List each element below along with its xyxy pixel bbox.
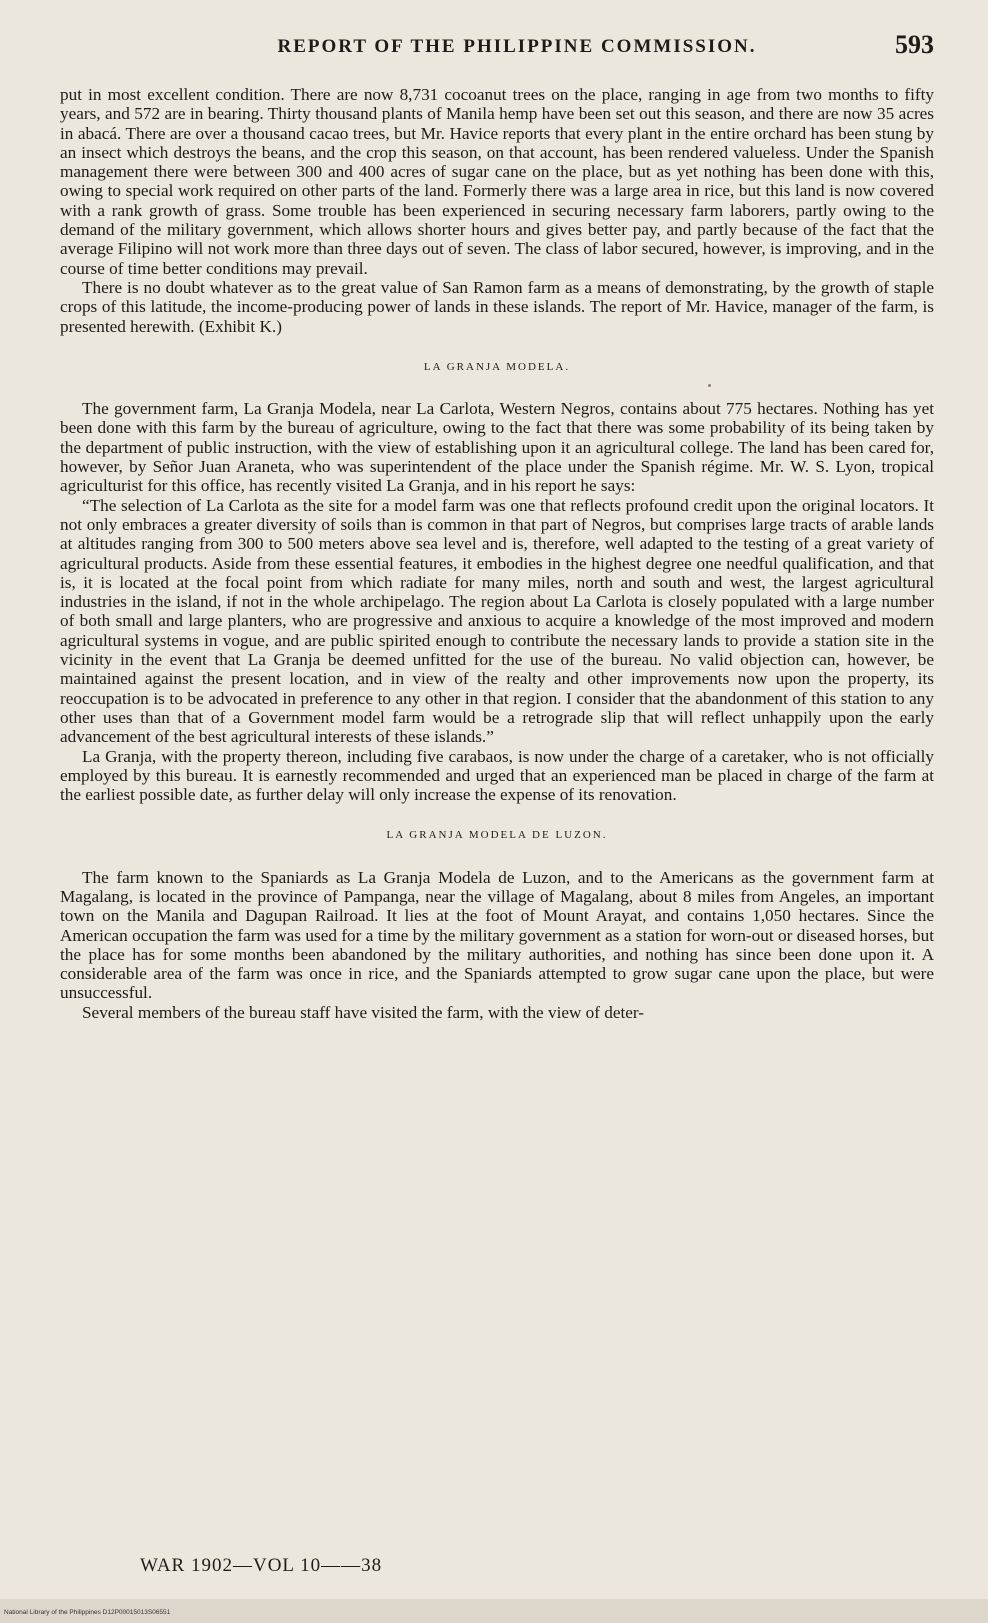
paragraph-magalang-farm: The farm known to the Spaniards as La Granja Modela de Luzon, and to the Americans as the government farm at Magalang, is located in the province of Pampanga, near the village of Magalang, about 8 miles from Angeles, an important town on the Manila and Dagupan Railroad. It lies at the foot of Mount Arayat, and contains 1,050 hectares. Since the American occupation the farm was used for a time by the military government as a station for worn-out or diseased horses, but the place has for some months been abandoned by the military authorities, and nothing has since been done upon it. A considerable area of the farm was once in rice, and the Spaniards attempted to grow sugar cane upon the place, but were unsuccessful. xyxy=(60,867,934,1003)
running-title: REPORT OF THE PHILIPPINE COMMISSION. xyxy=(277,36,757,57)
paragraph-lyon-quote: “The selection of La Carlota as the site for a model farm was one that reflects profound credit upon the original locators. It not only embraces a greater diversity of soils than is common in that part of Negros, but comprises large tracts of arable lands at altitudes ranging from 300 to 500 meters above sea level and is, therefore, well adapted to the testing of a great variety of agricultural products. Aside from these essential features, it embodies in the highest degree one needful qualification, and that is, it is located at the focal point from which radiate for many miles, north and south and west, the largest agricultural industries in the island, if not in the whole archipelago. The region about La Carlota is closely populated with a large number of both small and large planters, who are progressive and anxious to acquire a knowledge of the most improved and modern agricultural systems in vogue, and are public spirited enough to contribute the necessary lands to provide a station site in the vicinity in the event that La Granja be deemed unfitted for the use of the bureau. No valid objection can, however, be maintained against the present location, and in view of the realty and other improvements now upon the property, its reoccupation is to be advocated in preference to any other in that region. I consider that the abandonment of this station to any other uses than that of a Government model farm would be a retrograde slip that will reflect unhappily upon the early advancement of the best agricultural interests of these islands.” xyxy=(60,495,934,747)
paragraph-san-ramon: There is no doubt whatever as to the great value of San Ramon farm as a means of demonstrating, by the growth of staple crops of this latitude, the income-producing power of lands in these islands. The report of Mr. Havice, manager of the farm, is presented herewith. (Exhibit K.) xyxy=(60,277,934,336)
signature-mark: WAR 1902—VOL 10——38 xyxy=(140,1555,383,1576)
paragraph-caretaker: La Granja, with the property thereon, including five carabaos, is now under the charge of a caretaker, who is not officially employed by this bureau. It is earnestly recommended and urged that an experienced man be placed in charge of the farm at the earliest possible date, as further delay will only increase the expense of its renovation. xyxy=(60,746,934,805)
paragraph-continuation: put in most excellent condition. There are now 8,731 cocoanut trees on the place, ranging in age from two months to fifty years, and 572 are in bearing. Thirty thousand plants of Manila hemp have been set out this season, and there are now 35 acres in abacá. There are over a thousand cacao trees, but Mr. Havice reports that every plant in the entire orchard has been stung by an insect which destroys the beans, and the crop this season, on that account, has been rendered valueless. Under the Spanish management there were between 300 and 400 acres of sugar cane on the place, but as yet nothing has been done with this, owing to special work required on other parts of the land. Formerly there was a large area in rice, but this land is now covered with a rank growth of grass. Some trouble has been experienced in securing necessary farm laborers, partly owing to the demand of the military government, which allows shorter hours and gives better pay, and partly because of the fact that the average Filipino will not work more than three days out of seven. The class of labor secured, however, is improving, and in the course of time better conditions may prevail. xyxy=(60,85,934,278)
scan-bottom-strip xyxy=(0,1599,988,1623)
paragraph-staff-visit: Several members of the bureau staff have visited the farm, with the view of deter- xyxy=(82,1002,645,1022)
paragraph-government-farm: The government farm, La Granja Modela, near La Carlota, Western Negros, contains about 775 hectares. Nothing has yet been done with this farm by the bureau of agriculture, owing to the fact that there was some probability of its being taken by the department of public instruction, with the view of establishing upon it an agricultural college. The land has been cared for, however, by Señor Juan Araneta, who was superintendent of the place under the Spanish régime. Mr. W. S. Lyon, tropical agriculturist for this office, has recently visited La Granja, and in his report he says: xyxy=(60,399,934,496)
ink-speck xyxy=(708,384,711,387)
section-heading-la-granja-modela: LA GRANJA MODELA. xyxy=(423,360,571,373)
page-number: 593 xyxy=(895,30,934,59)
section-heading-la-granja-modela-de-luzon: LA GRANJA MODELA DE LUZON. xyxy=(386,829,608,842)
page-header xyxy=(60,30,934,70)
scan-credit: National Library of the Philippines D12P00015013S06551 xyxy=(4,1609,171,1616)
body-text xyxy=(60,85,934,1022)
